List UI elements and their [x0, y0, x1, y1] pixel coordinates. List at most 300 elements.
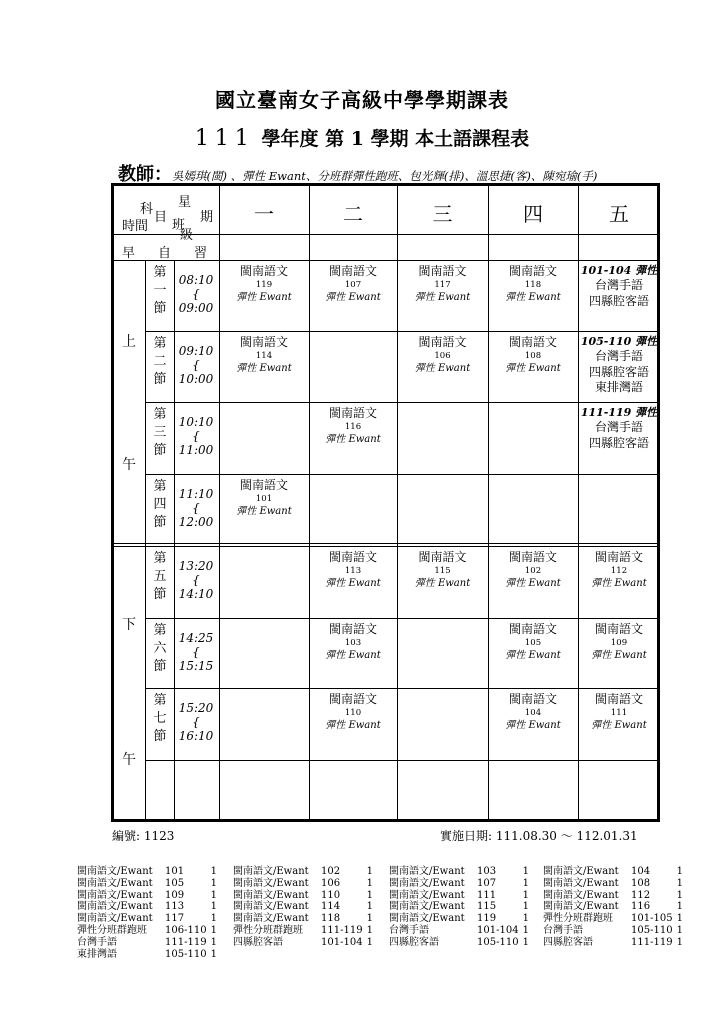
summary-course: 閩南語文/Ewant [77, 877, 153, 889]
corner-class: 班 [172, 218, 186, 233]
summary-row [543, 937, 683, 949]
time-end: 10:00 [178, 371, 214, 386]
summary-column [77, 866, 217, 960]
summary-class: 106 [321, 877, 341, 889]
subject: 閩南語文 [594, 692, 643, 706]
day-header-tue: 二 [343, 202, 363, 226]
time-start: 11:10 [178, 487, 214, 501]
time-end: 14:10 [178, 586, 214, 601]
schedule-cell [488, 264, 578, 304]
room-number: 102 [524, 565, 542, 576]
teacher-name: 彈性 Ewant [591, 719, 647, 731]
row-line [145, 402, 660, 403]
schedule-cell [397, 264, 488, 304]
period-time [176, 416, 216, 457]
summary-hours: 1 [366, 936, 373, 948]
corner-subject: 科 [140, 202, 154, 217]
summary-course: 閩南語文/Ewant [233, 889, 309, 901]
summary-row [389, 925, 529, 937]
subject: 閩南語文 [508, 692, 557, 706]
teacher-name: 彈性 Ewant [236, 505, 292, 517]
summary-course: 閩南語文/Ewant [233, 866, 309, 877]
summary-course: 四縣腔客語 [389, 936, 439, 948]
period-time [176, 632, 216, 673]
schedule-cell [309, 264, 397, 304]
term: 第 1 學期 [325, 128, 409, 150]
subject: 閩南語文 [508, 264, 557, 278]
time-sep: { [192, 357, 200, 372]
time-end: 15:15 [178, 658, 214, 673]
document-code: 編號: 1123 [112, 829, 175, 843]
room-number: 119 [255, 279, 273, 290]
am-label-1: 上 [122, 334, 136, 350]
summary-row [77, 901, 217, 913]
summary-course: 閩南語文/Ewant [233, 913, 309, 925]
summary-course: 閩南語文/Ewant [77, 889, 153, 901]
summary-row [543, 913, 683, 925]
period-label-char: 節 [153, 301, 167, 316]
summary-hours: 1 [210, 948, 217, 960]
summary-course: 閩南語文/Ewant [543, 889, 619, 901]
summary-row [77, 949, 217, 961]
period-label-char: 一 [153, 283, 167, 298]
teacher-name: 彈性 Ewant [505, 649, 561, 661]
summary-course: 閩南語文/Ewant [77, 901, 153, 913]
summary-class: 114 [321, 901, 341, 913]
period-time [176, 560, 216, 601]
period-label-char: 七 [153, 711, 167, 726]
summary-hours: 1 [676, 877, 683, 889]
schedule-cell [488, 692, 578, 732]
row-line [145, 760, 660, 761]
schedule-cell [309, 406, 397, 446]
subject: 閩南語文 [418, 264, 467, 278]
room-number: 118 [524, 279, 542, 290]
teacher-name: 彈性 Ewant [505, 291, 561, 303]
period-label-char: 二 [153, 354, 167, 369]
summary-class: 103 [477, 866, 497, 877]
summary-row [233, 925, 373, 937]
summary-class: 115 [477, 901, 497, 913]
summary-course: 閩南語文/Ewant [389, 877, 465, 889]
period-label [150, 480, 170, 534]
summary-hours: 1 [366, 866, 373, 877]
summary-hours: 1 [210, 866, 217, 877]
period-time [176, 702, 216, 743]
summary-class: 105-110 [631, 924, 673, 936]
teacher-name: 彈性 Ewant [325, 649, 381, 661]
summary-hours: 1 [210, 901, 217, 913]
period-label-char: 第 [153, 336, 167, 351]
period-label-char: 五 [153, 569, 167, 584]
period-label-char: 節 [153, 659, 167, 674]
period-label-char: 第 [153, 623, 167, 638]
schedule-cell [488, 622, 578, 662]
summary-hours: 1 [366, 877, 373, 889]
group-label: 101-104 彈性 [580, 264, 658, 277]
schedule-cell [309, 692, 397, 732]
summary-hours: 1 [676, 866, 683, 877]
summary-class: 105 [165, 877, 185, 889]
summary-class: 111-119 [165, 936, 207, 948]
teacher-name: 彈性 Ewant [236, 362, 292, 374]
summary-hours: 1 [522, 889, 529, 901]
summary-course: 彈性分班群跑班 [543, 913, 613, 925]
summary-course: 閩南語文/Ewant [389, 913, 465, 925]
summary-course: 四縣腔客語 [543, 936, 593, 948]
teacher-names: 吳嫣琪(閩) 、彈性 Ewant、分班群彈性跑班、包光輝(排)、溫思捷(客)、陳宛瑜(手) [172, 169, 598, 183]
period-label [150, 408, 170, 462]
period-label-char: 節 [153, 443, 167, 458]
room-number: 108 [524, 350, 542, 361]
summary-course: 彈性分班群跑班 [233, 924, 303, 936]
period-time [176, 345, 216, 386]
room-number: 117 [434, 279, 451, 290]
summary-class: 109 [165, 889, 185, 901]
subject: 閩南語文 [239, 264, 288, 278]
room-number: 113 [344, 565, 362, 576]
summary-row [77, 866, 217, 878]
summary-class: 108 [631, 877, 651, 889]
row-line [145, 474, 660, 475]
time-sep: { [192, 428, 200, 443]
summary-hours: 1 [210, 889, 217, 901]
timetable [111, 183, 660, 822]
language-option: 東排灣語 [594, 380, 643, 395]
subject: 閩南語文 [239, 478, 288, 492]
subject: 閩南語文 [594, 550, 643, 564]
time-start: 09:10 [178, 344, 214, 358]
teacher-name: 彈性 Ewant [414, 291, 471, 303]
summary-class: 101-104 [321, 936, 363, 948]
summary-course: 台灣手語 [77, 936, 117, 948]
time-end: 16:10 [178, 728, 214, 743]
schedule-cell [309, 550, 397, 590]
time-end: 09:00 [178, 300, 214, 315]
summary-course: 閩南語文/Ewant [389, 866, 465, 877]
pm-label-2: 午 [122, 752, 136, 768]
schedule-cell [397, 550, 488, 590]
table-name: 本土語課程表 [415, 128, 530, 150]
period-label [150, 624, 170, 678]
summary-course: 台灣手語 [543, 924, 583, 936]
summary-class: 101-105 [631, 913, 673, 925]
summary-row [389, 913, 529, 925]
teacher-name: 彈性 Ewant [325, 433, 381, 445]
room-number: 106 [434, 350, 451, 361]
summary-hours: 1 [676, 913, 683, 925]
time-start: 08:10 [178, 273, 214, 287]
summary-row [77, 890, 217, 902]
school-year: 111 [194, 126, 255, 151]
subject: 閩南語文 [328, 622, 377, 636]
summary-course: 台灣手語 [389, 924, 429, 936]
schedule-cell [309, 622, 397, 662]
schedule-cell [488, 550, 578, 590]
summary-row [77, 913, 217, 925]
summary-row [233, 913, 373, 925]
period-label-char: 第 [153, 407, 167, 422]
room-number: 103 [344, 637, 362, 648]
room-number: 112 [610, 565, 628, 576]
summary-class: 118 [321, 913, 341, 925]
teacher-name: 彈性 Ewant [591, 577, 647, 589]
summary-row [233, 878, 373, 890]
summary-course: 東排灣語 [77, 948, 117, 960]
subject: 閩南語文 [418, 550, 467, 564]
col-line [145, 260, 146, 822]
time-start: 13:20 [178, 559, 214, 573]
summary-hours: 1 [676, 889, 683, 901]
morning-study-1: 早 [122, 246, 136, 261]
day-header-wed: 三 [432, 202, 453, 226]
schedule-cell [397, 335, 488, 375]
period-label-char: 第 [153, 551, 167, 566]
summary-column [543, 866, 683, 949]
summary-row [543, 866, 683, 878]
subject: 閩南語文 [328, 264, 377, 278]
summary-class: 111 [477, 889, 497, 901]
time-sep: { [192, 644, 200, 659]
summary-hours: 1 [366, 901, 373, 913]
teacher-name: 彈性 Ewant [591, 649, 647, 661]
subject: 閩南語文 [594, 622, 643, 636]
summary-course: 閩南語文/Ewant [77, 913, 153, 925]
period-label [150, 266, 170, 320]
teacher-label: 教師： [118, 164, 172, 185]
summary-row [233, 866, 373, 878]
summary-course: 閩南語文/Ewant [543, 877, 619, 889]
teacher-name: 彈性 Ewant [325, 719, 381, 731]
schedule-cell [578, 550, 660, 590]
morning-study-2: 自 [158, 246, 172, 261]
period-label-char: 六 [153, 641, 167, 656]
summary-row [77, 878, 217, 890]
room-number: 111 [610, 707, 628, 718]
time-sep: { [192, 500, 200, 515]
teacher-name: 彈性 Ewant [505, 362, 561, 374]
schedule-cell [578, 406, 660, 451]
teacher-name: 彈性 Ewant [505, 577, 561, 589]
period-label [150, 694, 170, 748]
time-start: 15:20 [178, 701, 214, 715]
summary-row [389, 901, 529, 913]
summary-course: 四縣腔客語 [233, 936, 283, 948]
summary-course: 閩南語文/Ewant [389, 889, 465, 901]
schedule-cell [578, 692, 660, 732]
summary-hours: 1 [522, 913, 529, 925]
summary-row [389, 866, 529, 878]
period-label-char: 三 [153, 425, 167, 440]
summary-class: 101-104 [477, 924, 519, 936]
summary-course: 閩南語文/Ewant [77, 866, 153, 877]
language-option: 台灣手語 [594, 278, 643, 293]
summary-hours: 1 [522, 924, 529, 936]
summary-hours: 1 [676, 901, 683, 913]
am-label-2: 午 [122, 457, 136, 473]
summary-hours: 1 [366, 913, 373, 925]
summary-column [233, 866, 373, 949]
corner-subject-2: 目 [154, 210, 168, 225]
row-line [145, 331, 660, 332]
summary-class: 111-119 [321, 924, 363, 936]
summary-class: 111-119 [631, 936, 673, 948]
summary-hours: 1 [676, 936, 683, 948]
effective-dates: 實施日期: 111.08.30 ～ 112.01.31 [440, 829, 638, 843]
period-label-char: 節 [153, 587, 167, 602]
summary-course: 閩南語文/Ewant [543, 901, 619, 913]
summary-course: 彈性分班群跑班 [77, 924, 147, 936]
summary-hours: 1 [210, 936, 217, 948]
summary-row [543, 901, 683, 913]
corner-time: 時間 [122, 219, 149, 234]
summary-row [543, 890, 683, 902]
col-line [309, 234, 310, 260]
summary-hours: 1 [522, 877, 529, 889]
year-unit: 學年度 [261, 128, 319, 150]
summary-course: 閩南語文/Ewant [233, 877, 309, 889]
row-line [145, 618, 660, 619]
period-label-char: 節 [153, 372, 167, 387]
summary-hours: 1 [522, 866, 529, 877]
room-number: 110 [344, 707, 362, 718]
teacher-name: 彈性 Ewant [325, 291, 381, 303]
subject: 閩南語文 [508, 622, 557, 636]
schedule-cell [578, 622, 660, 662]
summary-class: 105-110 [477, 936, 519, 948]
subject: 閩南語文 [508, 550, 557, 564]
summary-hours: 1 [676, 924, 683, 936]
period-label-char: 第 [153, 693, 167, 708]
room-number: 115 [434, 565, 451, 576]
summary-column [389, 866, 529, 949]
time-end: 11:00 [178, 442, 214, 457]
summary-class: 101 [165, 866, 185, 877]
summary-class: 113 [165, 901, 185, 913]
room-number: 114 [255, 350, 273, 361]
time-sep: { [192, 714, 200, 729]
page-subtitle [0, 124, 724, 151]
teacher-name: 彈性 Ewant [325, 577, 381, 589]
summary-course: 閩南語文/Ewant [543, 866, 619, 877]
summary-hours: 1 [210, 924, 217, 936]
room-number: 104 [524, 707, 542, 718]
summary-class: 104 [631, 866, 651, 877]
subject: 閩南語文 [328, 406, 377, 420]
group-label: 111-119 彈性 [580, 406, 658, 419]
summary-class: 106-110 [165, 924, 207, 936]
pm-label-1: 下 [122, 617, 136, 633]
summary-row [389, 890, 529, 902]
summary-class: 110 [321, 889, 341, 901]
schedule-cell [488, 335, 578, 375]
time-sep: { [192, 572, 200, 587]
summary-row [233, 937, 373, 949]
period-label-char: 節 [153, 729, 167, 744]
time-start: 10:10 [178, 415, 214, 429]
period-label-char: 第 [153, 265, 167, 280]
subject: 閩南語文 [239, 335, 288, 349]
summary-course: 閩南語文/Ewant [389, 901, 465, 913]
summary-row [77, 925, 217, 937]
summary-class: 119 [477, 913, 497, 925]
page-title: 國立臺南女子高級中學學期課表 [215, 88, 509, 112]
group-label: 105-110 彈性 [580, 335, 658, 348]
teacher-name: 彈性 Ewant [414, 577, 471, 589]
teacher-name: 彈性 Ewant [236, 291, 292, 303]
corner-period: 期 [200, 210, 214, 225]
day-header-thu: 四 [523, 202, 543, 226]
language-option: 四縣腔客語 [588, 364, 649, 379]
summary-row [389, 937, 529, 949]
teacher-name: 彈性 Ewant [414, 362, 471, 374]
language-option: 台灣手語 [594, 349, 643, 364]
schedule-cell [219, 335, 309, 375]
summary-row [77, 937, 217, 949]
summary-row [233, 890, 373, 902]
summary-class: 102 [321, 866, 341, 877]
room-number: 107 [344, 279, 362, 290]
room-number: 101 [255, 493, 273, 504]
summary-class: 112 [631, 889, 651, 901]
summary-row [233, 901, 373, 913]
room-number: 116 [344, 421, 362, 432]
subject: 閩南語文 [328, 692, 377, 706]
summary-hours: 1 [522, 901, 529, 913]
morning-study-3: 習 [194, 246, 208, 261]
language-option: 台灣手語 [594, 420, 643, 435]
day-header-mon: 一 [254, 202, 274, 226]
time-start: 14:25 [178, 631, 214, 645]
time-sep: { [192, 286, 200, 301]
period-time [176, 488, 216, 529]
language-option: 四縣腔客語 [588, 293, 649, 308]
subject: 閩南語文 [508, 335, 557, 349]
summary-class: 117 [165, 913, 185, 925]
summary-class: 107 [477, 877, 497, 889]
period-label [150, 552, 170, 606]
time-end: 12:00 [178, 514, 214, 529]
summary-class: 116 [631, 901, 651, 913]
day-header-fri: 五 [609, 202, 629, 226]
corner-class-2: 級 [180, 228, 194, 243]
summary-course: 閩南語文/Ewant [233, 901, 309, 913]
corner-day: 星 [178, 195, 192, 210]
summary-hours: 1 [210, 877, 217, 889]
summary-row [543, 878, 683, 890]
period-label [150, 337, 170, 391]
subject: 閩南語文 [418, 335, 467, 349]
period-label-char: 四 [153, 497, 167, 512]
schedule-cell [578, 264, 660, 309]
schedule-cell [578, 335, 660, 396]
room-number: 109 [610, 637, 628, 648]
room-number: 105 [524, 637, 542, 648]
period-time [176, 274, 216, 315]
row-line [145, 688, 660, 689]
period-label-char: 節 [153, 515, 167, 530]
summary-row [389, 878, 529, 890]
language-option: 四縣腔客語 [588, 435, 649, 450]
summary-row [543, 925, 683, 937]
schedule-cell [219, 264, 309, 304]
col-line [174, 260, 175, 822]
teacher-name: 彈性 Ewant [505, 719, 561, 731]
summary-hours: 1 [522, 936, 529, 948]
schedule-cell [219, 478, 309, 518]
summary-hours: 1 [366, 924, 373, 936]
summary-class: 105-110 [165, 948, 207, 960]
